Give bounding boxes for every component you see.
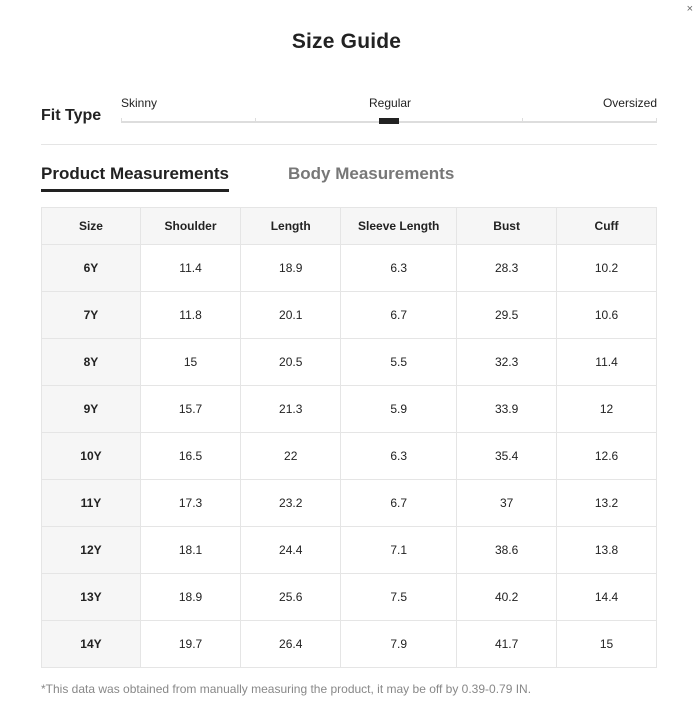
table-cell: 22 xyxy=(241,433,341,480)
close-icon[interactable]: × xyxy=(686,3,693,15)
size-cell: 14Y xyxy=(42,621,141,668)
column-header-length: Length xyxy=(241,208,341,245)
table-cell: 11.8 xyxy=(140,292,240,339)
measurement-disclaimer: *This data was obtained from manually measuring the product, it may be off by 0.39-0.79 IN. xyxy=(41,682,532,696)
table-cell: 37 xyxy=(457,480,557,527)
size-cell: 12Y xyxy=(42,527,141,574)
table-cell: 18.9 xyxy=(140,574,240,621)
table-cell: 6.3 xyxy=(341,245,457,292)
table-cell: 23.2 xyxy=(241,480,341,527)
table-cell: 10.2 xyxy=(557,245,657,292)
table-cell: 6.7 xyxy=(341,292,457,339)
size-cell: 13Y xyxy=(42,574,141,621)
table-cell: 15 xyxy=(557,621,657,668)
tab-product-measurements[interactable]: Product Measurements xyxy=(41,164,229,192)
table-cell: 13.8 xyxy=(557,527,657,574)
fit-type-scale xyxy=(121,96,657,126)
size-cell: 6Y xyxy=(42,245,141,292)
table-cell: 6.7 xyxy=(341,480,457,527)
table-cell: 7.5 xyxy=(341,574,457,621)
fit-scale-tick xyxy=(255,118,256,123)
size-cell: 11Y xyxy=(42,480,141,527)
table-cell: 26.4 xyxy=(241,621,341,668)
column-header-shoulder: Shoulder xyxy=(140,208,240,245)
table-cell: 20.1 xyxy=(241,292,341,339)
fit-option-oversized: Oversized xyxy=(602,96,657,110)
table-cell: 11.4 xyxy=(557,339,657,386)
table-cell: 5.5 xyxy=(341,339,457,386)
table-cell: 33.9 xyxy=(457,386,557,433)
table-cell: 7.1 xyxy=(341,527,457,574)
fit-scale-tick xyxy=(121,118,122,123)
table-cell: 12 xyxy=(557,386,657,433)
table-cell: 21.3 xyxy=(241,386,341,433)
table-cell: 15.7 xyxy=(140,386,240,433)
fit-selected-marker xyxy=(379,118,399,124)
size-cell: 8Y xyxy=(42,339,141,386)
table-cell: 35.4 xyxy=(457,433,557,480)
tab-body-measurements[interactable]: Body Measurements xyxy=(288,164,455,183)
fit-option-regular: Regular xyxy=(369,96,412,110)
table-cell: 5.9 xyxy=(341,386,457,433)
column-header-sleeve-length: Sleeve Length xyxy=(341,208,457,245)
table-cell: 19.7 xyxy=(140,621,240,668)
section-divider xyxy=(41,144,657,145)
table-cell: 25.6 xyxy=(241,574,341,621)
table-cell: 15 xyxy=(140,339,240,386)
table-row xyxy=(42,574,657,621)
table-cell: 18.1 xyxy=(140,527,240,574)
table-row xyxy=(42,339,657,386)
size-cell: 9Y xyxy=(42,386,141,433)
size-cell: 10Y xyxy=(42,433,141,480)
page-title: Size Guide xyxy=(291,30,402,53)
table-row xyxy=(42,245,657,292)
table-cell: 20.5 xyxy=(241,339,341,386)
table-cell: 10.6 xyxy=(557,292,657,339)
table-cell: 16.5 xyxy=(140,433,240,480)
size-cell: 7Y xyxy=(42,292,141,339)
column-header-size: Size xyxy=(42,208,141,245)
table-cell: 18.9 xyxy=(241,245,341,292)
table-cell: 14.4 xyxy=(557,574,657,621)
table-row xyxy=(42,386,657,433)
fit-scale-tick xyxy=(656,118,657,123)
table-row xyxy=(42,527,657,574)
table-cell: 28.3 xyxy=(457,245,557,292)
table-header-row xyxy=(42,208,657,245)
table-cell: 38.6 xyxy=(457,527,557,574)
table-row xyxy=(42,480,657,527)
table-row xyxy=(42,292,657,339)
table-row xyxy=(42,621,657,668)
table-cell: 12.6 xyxy=(557,433,657,480)
table-cell: 40.2 xyxy=(457,574,557,621)
column-header-bust: Bust xyxy=(457,208,557,245)
size-table xyxy=(41,207,657,668)
fit-option-skinny: Skinny xyxy=(121,96,158,110)
column-header-cuff: Cuff xyxy=(557,208,657,245)
table-cell: 41.7 xyxy=(457,621,557,668)
fit-type-label: Fit Type xyxy=(41,107,102,124)
table-cell: 29.5 xyxy=(457,292,557,339)
fit-scale-tick xyxy=(522,118,523,123)
table-cell: 6.3 xyxy=(341,433,457,480)
table-cell: 17.3 xyxy=(140,480,240,527)
table-cell: 24.4 xyxy=(241,527,341,574)
table-row xyxy=(42,433,657,480)
table-cell: 11.4 xyxy=(140,245,240,292)
table-cell: 32.3 xyxy=(457,339,557,386)
table-cell: 7.9 xyxy=(341,621,457,668)
table-cell: 13.2 xyxy=(557,480,657,527)
